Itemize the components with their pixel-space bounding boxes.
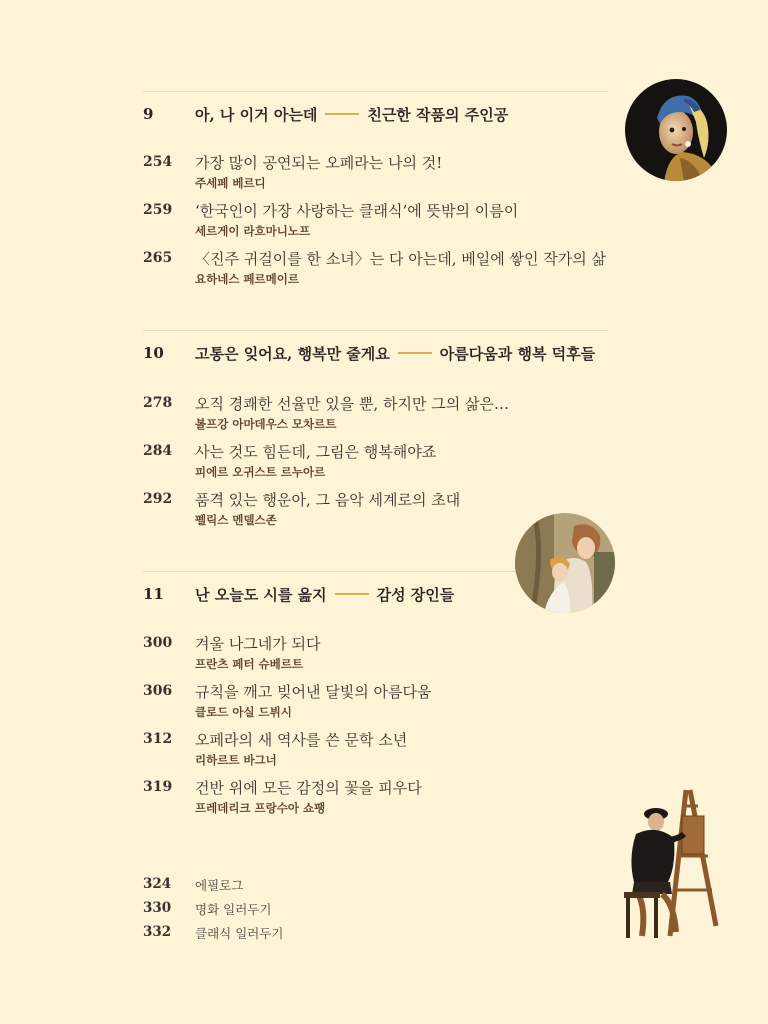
- page-number: 265: [143, 250, 173, 266]
- page-number: 324: [143, 876, 172, 892]
- entry-author: 리하르트 바그너: [195, 753, 277, 767]
- title-dash: [325, 113, 359, 115]
- page-number: 259: [143, 202, 173, 218]
- entry-author: 프란츠 페터 슈베르트: [195, 657, 303, 671]
- title-dash: [398, 352, 432, 354]
- entry-title: 〈진주 귀걸이를 한 소녀〉는 다 아는데, 베일에 쌓인 작가의 삶: [195, 250, 606, 268]
- page-number: 284: [143, 443, 173, 459]
- entry-author: 볼프강 아마데우스 모차르트: [195, 417, 337, 431]
- page-number: 300: [143, 635, 173, 651]
- renoir-painting: [514, 512, 616, 614]
- page-number: 319: [143, 779, 173, 795]
- chapter-number: 10: [143, 344, 164, 362]
- entry-title: 겨울 나그네가 되다: [195, 635, 321, 653]
- page-number: 292: [143, 491, 173, 507]
- entry-author: 펠릭스 멘델스존: [195, 513, 277, 527]
- entry-title: 가장 많이 공연되는 오페라는 나의 것!: [195, 154, 443, 172]
- entry-author: 요하네스 페르메이르: [195, 272, 299, 286]
- chapter-title: [195, 343, 595, 364]
- entry-title: ‘한국인이 가장 사랑하는 클래식’에 뜻밖의 이름이: [195, 202, 519, 220]
- chapter-title-sub: 친근한 작품의 주인공: [367, 105, 509, 124]
- page-number: 312: [143, 731, 173, 747]
- chapter-divider: [143, 91, 608, 92]
- entry-author: 프레데리크 프랑수아 쇼팽: [195, 801, 326, 815]
- page-number: 254: [143, 154, 173, 170]
- title-dash: [335, 593, 369, 595]
- entry-author: 클로드 아실 드뷔시: [195, 705, 292, 719]
- entry-title: 규칙을 깨고 빚어낸 달빛의 아름다움: [195, 683, 432, 701]
- page-number: 306: [143, 683, 173, 699]
- chapter-title: [195, 584, 454, 605]
- entry-author: 세르게이 라흐마니노프: [195, 224, 311, 238]
- painter-at-easel-illustration: [612, 786, 724, 944]
- page-number: 278: [143, 395, 173, 411]
- entry-title: 오직 경쾌한 선율만 있을 뿐, 하지만 그의 삶은…: [195, 395, 509, 413]
- chapter-title-main: 아, 나 이거 아는데: [195, 105, 318, 124]
- pearl-earring-painting: [624, 78, 728, 182]
- chapter-title-sub: 아름다움과 행복 덕후들: [439, 344, 596, 363]
- chapter-divider: [143, 330, 608, 331]
- page-number: 330: [143, 900, 172, 916]
- entry-title: 품격 있는 행운아, 그 음악 세계로의 초대: [195, 491, 461, 509]
- entry-title: 오페라의 새 역사를 쓴 문학 소년: [195, 731, 408, 749]
- chapter-title-main: 고통은 잊어요, 행복만 줄게요: [195, 344, 390, 363]
- entry-author: 피에르 오귀스트 르누아르: [195, 465, 326, 479]
- entry-title: 에필로그: [195, 878, 244, 893]
- chapter-title-main: 난 오늘도 시를 읊지: [195, 585, 327, 604]
- entry-author: 주세페 베르디: [195, 176, 266, 190]
- chapter-title-sub: 감성 장인들: [376, 585, 455, 604]
- chapter-title: [195, 104, 508, 125]
- entry-title: 클래식 일러두기: [195, 926, 284, 941]
- entry-title: 사는 것도 힘든데, 그림은 행복해야죠: [195, 443, 437, 461]
- entry-title: 건반 위에 모든 감정의 꽃을 피우다: [195, 779, 422, 797]
- entry-title: 명화 일러두기: [195, 902, 272, 917]
- chapter-number: 9: [143, 105, 154, 123]
- page-number: 332: [143, 924, 172, 940]
- chapter-number: 11: [143, 585, 164, 603]
